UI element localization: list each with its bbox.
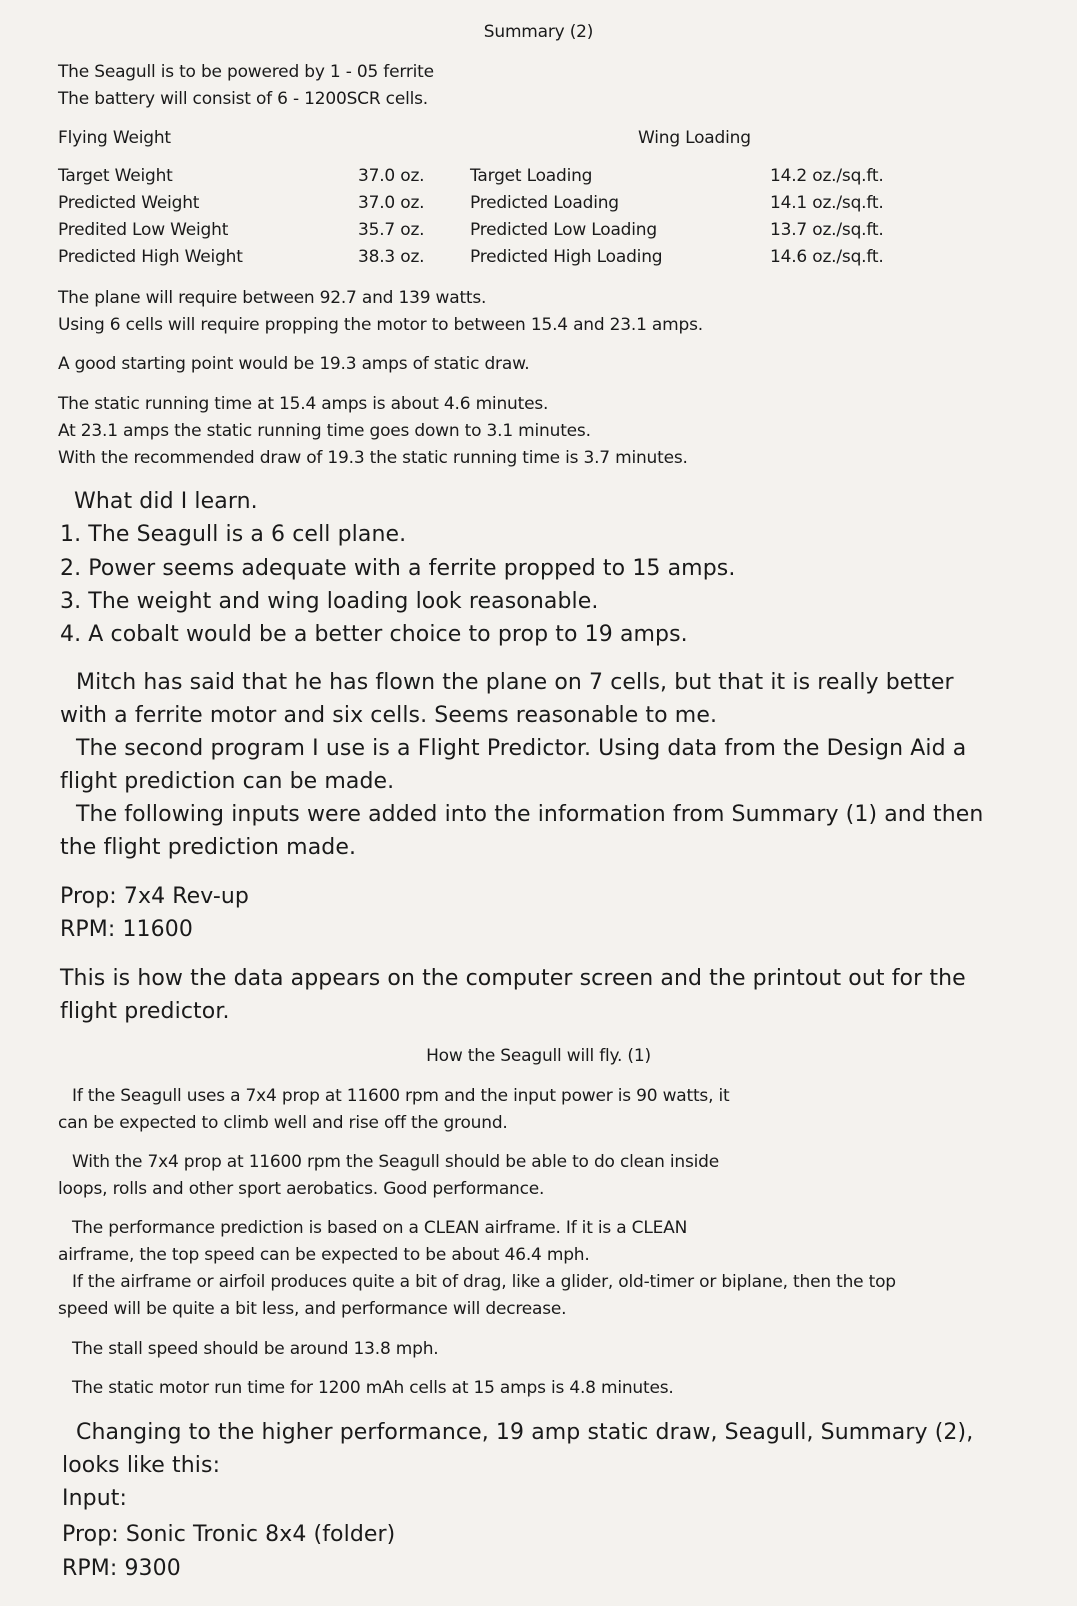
learn-item: 2. Power seems adequate with a ferrite propped to 15 amps. (60, 556, 736, 581)
closing-line: Input: (62, 1486, 127, 1511)
loading-label: Predicted Low Loading (470, 220, 657, 240)
weight-row (58, 220, 958, 246)
learn-item: 3. The weight and wing loading look reasonable. (60, 589, 599, 614)
summary-title: Summary (2) (483, 22, 594, 42)
weight-row (58, 193, 958, 219)
loading-label: Predicted High Loading (470, 247, 663, 267)
runtime-line: The static running time at 15.4 amps is about 4.6 minutes. (58, 394, 549, 414)
weight-row (58, 247, 958, 273)
paragraph-line: with a ferrite motor and six cells. Seems reasonable to me. (60, 703, 718, 728)
starting-point-line: A good starting point would be 19.3 amps of static draw. (58, 354, 530, 374)
paragraph-line: the flight prediction made. (60, 835, 357, 860)
loading-value: 14.2 oz./sq.ft. (770, 166, 884, 186)
input-line: RPM: 11600 (60, 917, 193, 942)
paragraph-line: The following inputs were added into the information from Summary (1) and then (76, 802, 984, 827)
fly-line: The performance prediction is based on a CLEAN airframe. If it is a CLEAN (72, 1218, 688, 1238)
fly-line: airframe, the top speed can be expected to be about 46.4 mph. (58, 1245, 590, 1265)
loading-label: Target Loading (470, 166, 593, 186)
fly-title: How the Seagull will fly. (1) (426, 1046, 651, 1066)
fly-line: The stall speed should be around 13.8 mph. (72, 1339, 439, 1359)
weight-label: Predited Low Weight (58, 220, 229, 240)
loading-label: Predicted Loading (470, 193, 619, 213)
weight-row (58, 166, 958, 192)
loading-value: 14.1 oz./sq.ft. (770, 193, 884, 213)
weight-value: 37.0 oz. (358, 166, 425, 186)
power-line: Using 6 cells will require propping the motor to between 15.4 and 23.1 amps. (58, 315, 703, 335)
paragraph-line: flight predictor. (60, 999, 230, 1024)
intro-line: The Seagull is to be powered by 1 - 05 ferrite (58, 62, 434, 82)
paragraph-line: flight prediction can be made. (60, 769, 395, 794)
paragraph-line: The second program I use is a Flight Predictor. Using data from the Design Aid a (76, 736, 967, 761)
fly-line: With the 7x4 prop at 11600 rpm the Seagull should be able to do clean inside (72, 1152, 719, 1172)
paragraph-line: This is how the data appears on the computer screen and the printout out for the (60, 966, 966, 991)
weight-label: Target Weight (58, 166, 173, 186)
weight-value: 37.0 oz. (358, 193, 425, 213)
intro-line: The battery will consist of 6 - 1200SCR cells. (58, 89, 428, 109)
weight-label: Predicted High Weight (58, 247, 243, 267)
fly-line: If the Seagull uses a 7x4 prop at 11600 rpm and the input power is 90 watts, it (72, 1086, 730, 1106)
closing-line: Changing to the higher performance, 19 amp static draw, Seagull, Summary (2), (76, 1420, 974, 1445)
fly-line: If the airframe or airfoil produces quite a bit of drag, like a glider, old-timer or biplane, then the top (72, 1272, 896, 1292)
closing-line: RPM: 9300 (62, 1556, 181, 1581)
weight-label: Predicted Weight (58, 193, 200, 213)
loading-value: 13.7 oz./sq.ft. (770, 220, 884, 240)
closing-line: Prop: Sonic Tronic 8x4 (folder) (62, 1522, 396, 1547)
closing-line: looks like this: (62, 1453, 221, 1478)
fly-line: loops, rolls and other sport aerobatics. Good performance. (58, 1179, 545, 1199)
runtime-line: With the recommended draw of 19.3 the static running time is 3.7 minutes. (58, 448, 688, 468)
input-line: Prop: 7x4 Rev-up (60, 884, 249, 909)
fly-line: The static motor run time for 1200 mAh cells at 15 amps is 4.8 minutes. (72, 1378, 674, 1398)
runtime-line: At 23.1 amps the static running time goes down to 3.1 minutes. (58, 421, 591, 441)
fly-line: can be expected to climb well and rise off the ground. (58, 1113, 508, 1133)
paragraph-line: Mitch has said that he has flown the plane on 7 cells, but that it is really better (76, 670, 954, 695)
learn-item: 4. A cobalt would be a better choice to prop to 19 amps. (60, 622, 688, 647)
weight-value: 35.7 oz. (358, 220, 425, 240)
flying-weight-heading: Flying Weight (58, 128, 171, 148)
power-line: The plane will require between 92.7 and 139 watts. (58, 288, 487, 308)
weight-value: 38.3 oz. (358, 247, 425, 267)
learn-item: 1. The Seagull is a 6 cell plane. (60, 522, 407, 547)
learn-heading: What did I learn. (74, 489, 258, 514)
wing-loading-heading: Wing Loading (638, 128, 751, 148)
loading-value: 14.6 oz./sq.ft. (770, 247, 884, 267)
fly-line: speed will be quite a bit less, and performance will decrease. (58, 1299, 567, 1319)
